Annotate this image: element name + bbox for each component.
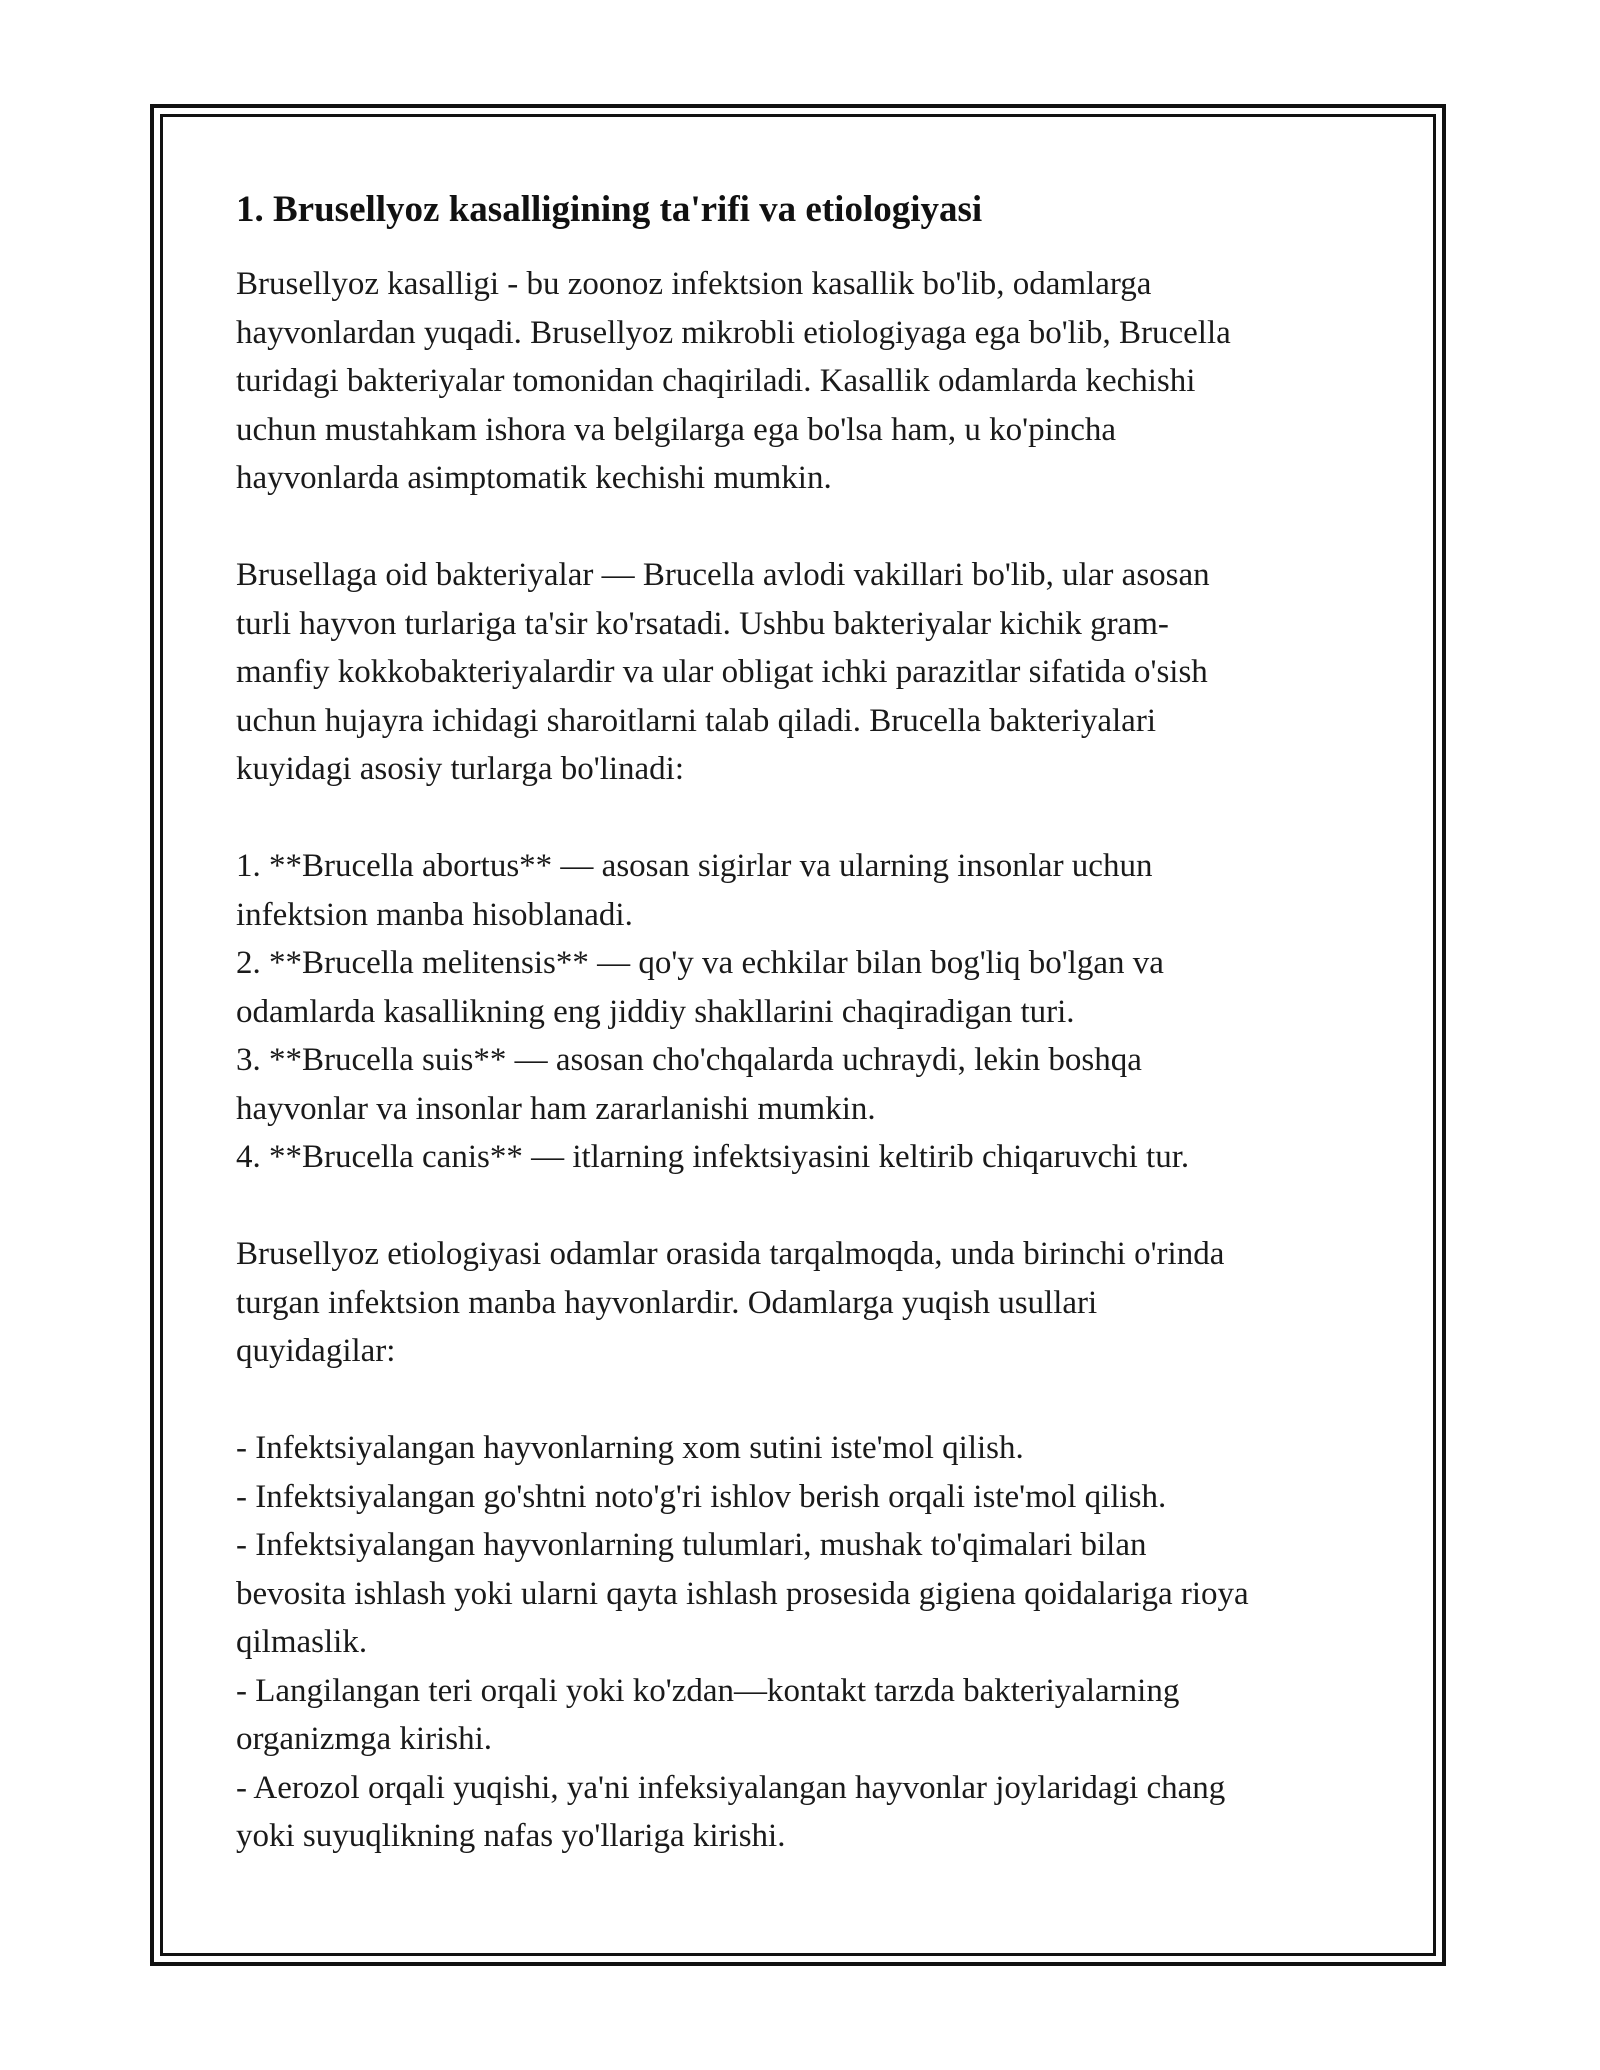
section-body-text: Brusellyoz kasalligi - bu zoonoz infektsion kasallik bo'lib, odamlarga hayvonlardan yuqadi. Brusellyoz mikrobli etiologiyaga ega bo'lib, Brucella turidagi bakteriyalar tomonidan chaqiriladi. Kasallik odamlarda kechishi uchun mustahkam ishora va belgilarga ega bo'lsa ham, u ko'pincha hayvonlarda asimptomatik kechishi mumkin. Brusellaga oid bakteriyalar — Brucella avlodi vakillari bo'lib, ular asosan turli hayvon turlariga ta'sir ko'rsatadi. Ushbu bakteriyalar kichik gram- manfiy kokkobakteriyalardir va ular obligat ichki parazitlar sifatida o'sish uchun hujayra ichidagi sharoitlarni talab qiladi. Brucella bakteriyalari kuyidagi asosiy turlarga bo'linadi: 1. **Brucella abortus** — asosan sigirlar va ularning insonlar uchun infektsion manba hisoblanadi. 2. **Brucella melitensis** — qo'y va echkilar bilan bog'liq bo'lgan va odamlarda kasallikning eng jiddiy shakllarini chaqiradigan turi. 3. **Brucella suis** — asosan cho'chqalarda uchraydi, lekin boshqa hayvonlar va insonlar ham zararlanishi mumkin. 4. **Brucella canis** — itlarning infektsiyasini keltirib chiqaruvchi tur. Brusellyoz etiologiyasi odamlar orasida tarqalmoqda, unda birinchi o'rinda turgan infektsion manba hayvonlardir. Odamlarga yuqish usullari quyidagilar: - Infektsiyalangan hayvonlarning xom sutini iste'mol qilish. - Infektsiyalangan go'shtni noto'g'ri ishlov berish orqali iste'mol qilish. - Infektsiyalangan hayvonlarning tulumlari, mushak to'qimalari bilan bevosita ishlash yoki ularni qayta ishlash prosesida gigiena qoidalariga rioya qilmaslik. - Langilangan teri orqali yoki ko'zdan—kontakt tarzda bakteriyalarning organizmga kirishi. - Aerozol orqali yuqishi, ya'ni infeksiyalangan hayvonlar joylaridagi chang yoki suyuqlikning nafas yo'llariga kirishi. [236,266,1249,1854]
document-content [236,186,1376,1861]
section-title: 1. Brusellyoz kasalligining ta'rifi va etiologiyasi [236,189,983,230]
